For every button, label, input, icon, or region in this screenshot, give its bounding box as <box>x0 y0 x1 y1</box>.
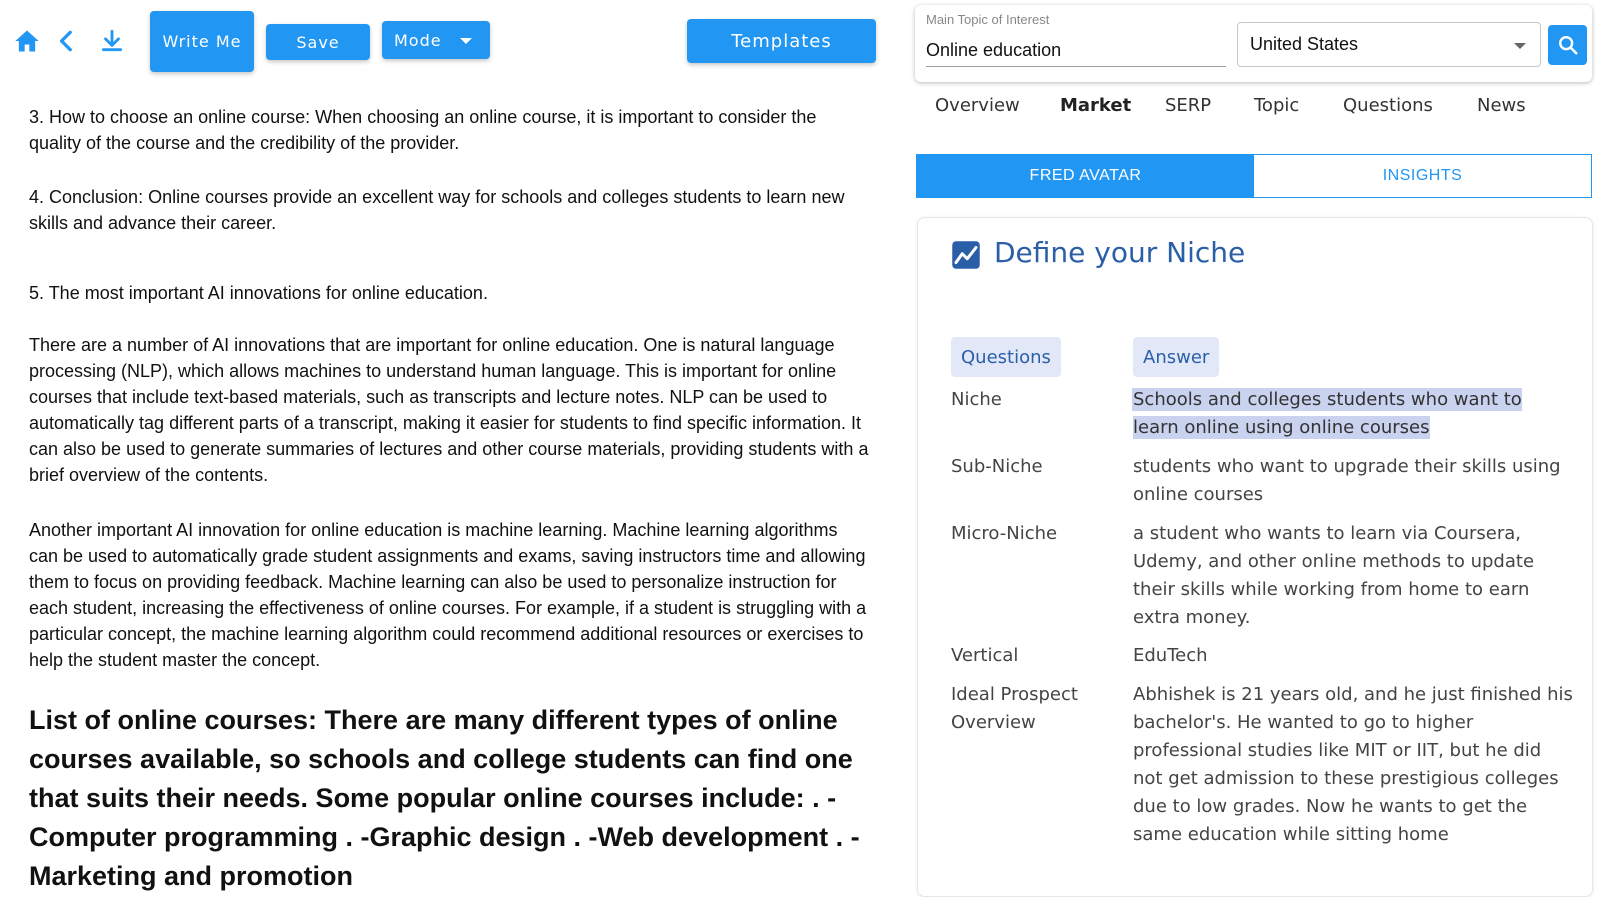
mode-label: Mode <box>394 30 442 50</box>
save-button[interactable]: Save <box>266 24 370 60</box>
tab-questions[interactable]: Questions <box>1343 95 1433 116</box>
subtab-insights[interactable]: INSIGHTS <box>1254 155 1591 197</box>
editor-toolbar <box>0 0 880 80</box>
market-subtabs <box>916 154 1592 198</box>
article-paragraph: There are a number of AI innovations that are important for online education. One is natural language processing (NLP), which allows machines to understand human language. This is important for online courses that include text-based materials, such as transcripts and lecture notes. NLP can be used to automatically tag different parts of a transcript, making it easier for students to find specific information. It can also be used to generate summaries of lectures and other course materials, providing students with a brief overview of the contents. <box>29 335 869 485</box>
sub-niche-row-value[interactable]: students who want to upgrade their skills using online courses <box>1133 456 1561 505</box>
tab-market[interactable]: Market <box>1060 95 1132 116</box>
article-paragraph: Another important AI innovation for online education is machine learning. Machine learning algorithms can be used to automatically grade student assignments and exams, saving instructors time and allowing them to focus on providing feedback. Machine learning can also be used to personalize instruction for each student, increasing the effectiveness of online courses. For example, if a student is struggling with a particular concept, the machine learning algorithm could recommend additional resources or exercises to help the student master the concept. <box>29 520 867 670</box>
tab-overview[interactable]: Overview <box>935 95 1020 116</box>
sub-niche-row-label: Sub-Niche <box>951 456 1043 477</box>
caret-down-icon <box>460 38 472 44</box>
tab-news[interactable]: News <box>1477 95 1526 116</box>
search-button[interactable] <box>1548 25 1587 65</box>
templates-button[interactable]: Templates <box>687 19 876 63</box>
subtab-fred-avatar[interactable]: FRED AVATAR <box>917 155 1254 197</box>
topic-search-card <box>915 5 1592 82</box>
highlighted-text: Schools and colleges students who want to learn online using online courses <box>1133 389 1522 438</box>
search-icon <box>1557 34 1579 56</box>
answer-column-header: Answer <box>1133 337 1219 377</box>
country-select[interactable] <box>1237 22 1541 67</box>
tab-topic[interactable]: Topic <box>1254 95 1300 116</box>
article-paragraph: 3. How to choose an online course: When choosing an online course, it is important to consider the quality of the course and the credibility of the provider. <box>29 107 817 153</box>
ideal-prospect-row-label: Ideal Prospect Overview <box>951 684 1078 733</box>
article-paragraph: 4. Conclusion: Online courses provide an excellent way for schools and colleges students to learn new skills and advance their career. <box>29 187 845 233</box>
country-select-value: United States <box>1250 34 1359 54</box>
micro-niche-row-value[interactable]: a student who wants to learn via Coursera, Udemy, and other online methods to update their skills while working from home to earn extra money. <box>1133 523 1535 628</box>
research-pane <box>912 0 1600 868</box>
micro-niche-row-label: Micro-Niche <box>951 523 1058 544</box>
niche-card <box>917 217 1593 897</box>
write-me-button[interactable]: Write Me <box>150 11 254 72</box>
research-tabs <box>912 95 1600 125</box>
niche-title: Define your Niche <box>994 236 1246 269</box>
article-paragraph: 5. The most important AI innovations for online education. <box>29 283 488 303</box>
niche-row-label: Niche <box>951 389 1002 410</box>
trend-chart-icon <box>951 240 981 270</box>
topic-input[interactable] <box>926 35 1226 67</box>
article-heading: List of online courses: There are many different types of online courses available, so schools and college students can find one that suits their needs. Some popular online courses include: . -Computer programming . -Graphic design . -Web development . -Marketing and promotion <box>29 705 860 891</box>
mode-dropdown-button[interactable] <box>382 21 490 59</box>
home-icon[interactable] <box>12 26 42 56</box>
caret-down-icon <box>1514 43 1526 49</box>
topic-field-label: Main Topic of Interest <box>926 12 1050 27</box>
niche-row-value[interactable] <box>1133 386 1573 442</box>
vertical-row-value[interactable]: EduTech <box>1133 645 1208 666</box>
download-icon[interactable] <box>97 26 127 56</box>
ideal-prospect-row-value[interactable]: Abhishek is 21 years old, and he just finished his bachelor's. He wanted to go to higher professional studies like MIT or IIT, but he did not get admission to these prestigious colleges due to low grades. Now he wants to get the same education while sitting home <box>1133 684 1573 845</box>
questions-column-header: Questions <box>951 337 1061 377</box>
back-arrow-icon[interactable] <box>52 26 82 56</box>
tab-serp[interactable]: SERP <box>1165 95 1212 116</box>
vertical-row-label: Vertical <box>951 645 1019 666</box>
